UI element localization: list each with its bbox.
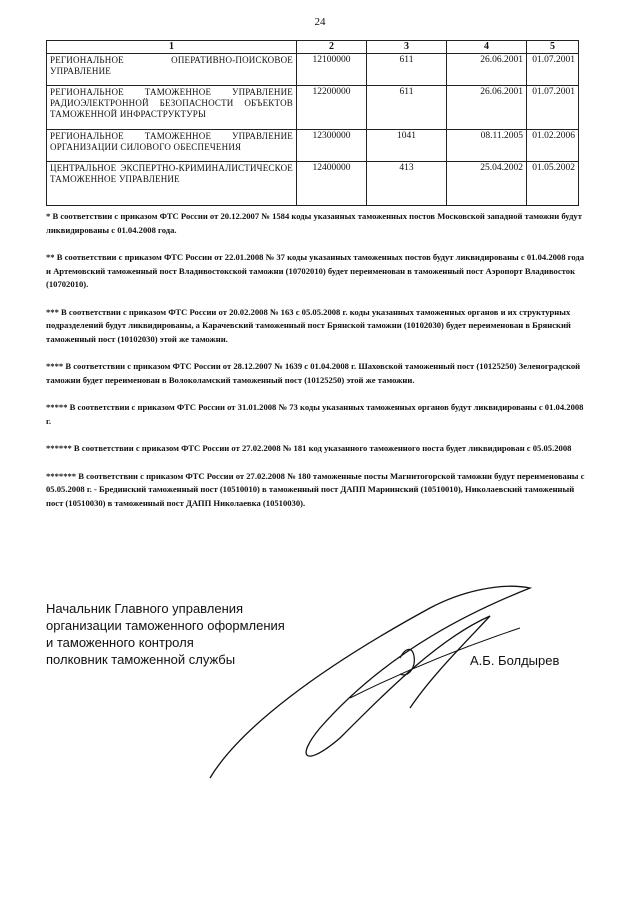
footnote: ****** В соответствии с приказом ФТС России от 27.02.2008 № 181 код указанного таможенного поста будет ликвидирован с 05.05.2008 xyxy=(46,443,572,453)
footnote: * В соответствии с приказом ФТС России от 20.12.2007 № 1584 коды указанных таможенных постов Московской западной таможни будут ликвидированы с 01.04.2008 года. xyxy=(46,211,582,235)
order-number-cell: 611 xyxy=(367,86,447,130)
column-header: 3 xyxy=(367,41,447,54)
organ-name-cell: РЕГИОНАЛЬНОЕ ТАМОЖЕННОЕ УПРАВЛЕНИЕ РАДИОЭЛЕКТРОННОЙ БЕЗОПАСНОСТИ ОБЪЕКТОВ ТАМОЖЕННОЙ ИНФРАСТРУКТУРЫ xyxy=(47,86,297,130)
customs-codes-table xyxy=(46,40,579,206)
organ-name-cell: ЦЕНТРАЛЬНОЕ ЭКСПЕРТНО-КРИМИНАЛИСТИЧЕСКОЕ ТАМОЖЕННОЕ УПРАВЛЕНИЕ xyxy=(47,162,297,206)
handwritten-signature xyxy=(200,578,580,788)
table-row xyxy=(47,86,579,130)
signer-title-line: Начальник Главного управления xyxy=(46,601,244,616)
order-number-cell: 611 xyxy=(367,54,447,86)
effective-date-cell: 01.02.2006 xyxy=(527,130,579,162)
table-row xyxy=(47,130,579,162)
column-header: 1 xyxy=(47,41,297,54)
effective-date-cell: 01.07.2001 xyxy=(527,86,579,130)
table-row xyxy=(47,54,579,86)
order-date-cell: 26.06.2001 xyxy=(447,54,527,86)
footnote: ***** В соответствии с приказом ФТС России от 31.01.2008 № 73 коды указанных таможенных органов будут ликвидированы с 01.04.2008 г. xyxy=(46,402,584,426)
order-number-cell: 413 xyxy=(367,162,447,206)
footnote: ** В соответствии с приказом ФТС России от 22.01.2008 № 37 коды указанных таможенных постов будут ликвидированы с 01.04.2008 года и Артемовский таможенный пост Владивостокской таможни (10702010) будет переименован в таможенный пост Аэропорт Владивосток (10702010). xyxy=(46,252,585,289)
table-row xyxy=(47,162,579,206)
order-date-cell: 25.04.2002 xyxy=(447,162,527,206)
footnote: *** В соответствии с приказом ФТС России от 20.02.2008 № 163 с 05.05.2008 г. коды указанных таможенных органов и их структурных подразделений будут ликвидированы, а Карачевский таможенный пост Брянской таможни (10102030) будет переименован в Брянский таможенный пост (10102030) этой же таможни. xyxy=(46,306,571,344)
organ-name-cell: РЕГИОНАЛЬНОЕ ОПЕРАТИВНО-ПОИСКОВОЕ УПРАВЛЕНИЕ xyxy=(47,54,297,86)
effective-date-cell: 01.05.2002 xyxy=(527,162,579,206)
organ-code-cell: 12300000 xyxy=(297,130,367,162)
signer-rank-line: полковник таможенной службы xyxy=(46,652,236,667)
organ-name-cell: РЕГИОНАЛЬНОЕ ТАМОЖЕННОЕ УПРАВЛЕНИЕ ОРГАНИЗАЦИИ СИЛОВОГО ОБЕСПЕЧЕНИЯ xyxy=(47,130,297,162)
column-header: 2 xyxy=(297,41,367,54)
footnotes xyxy=(46,210,586,524)
column-header: 5 xyxy=(527,41,579,54)
page-number: 24 xyxy=(314,16,326,28)
effective-date-cell: 01.07.2001 xyxy=(527,54,579,86)
order-date-cell: 26.06.2001 xyxy=(447,86,527,130)
signer-title-line: организации таможенного оформления xyxy=(46,618,285,633)
signer-name: А.Б. Болдырев xyxy=(470,653,560,668)
column-header: 4 xyxy=(447,41,527,54)
order-date-cell: 08.11.2005 xyxy=(447,130,527,162)
order-number-cell: 1041 xyxy=(367,130,447,162)
organ-code-cell: 12200000 xyxy=(297,86,367,130)
signer-title-line: и таможенного контроля xyxy=(46,635,194,650)
table-header-row xyxy=(47,41,579,54)
organ-code-cell: 12100000 xyxy=(297,54,367,86)
footnote: ******* В соответствии с приказом ФТС России от 27.02.2008 № 180 таможенные посты Магнитогорской таможни будут переименованы с 05.05.2008 г. - Брединский таможенный пост (10510010) в таможенный пост ДАПП Мариинский (10510010), Николаевский таможенный пост (10510030) в таможенный пост ДАПП Николаевка (10510030). xyxy=(46,470,585,508)
footnote: **** В соответствии с приказом ФТС России от 28.12.2007 № 1639 с 01.04.2008 г. Шаховской таможенный пост (10125250) Зеленоградской таможни будет переименован в Волоколамский таможенный пост (10125250) этой же таможни. xyxy=(46,361,581,385)
organ-code-cell: 12400000 xyxy=(297,162,367,206)
